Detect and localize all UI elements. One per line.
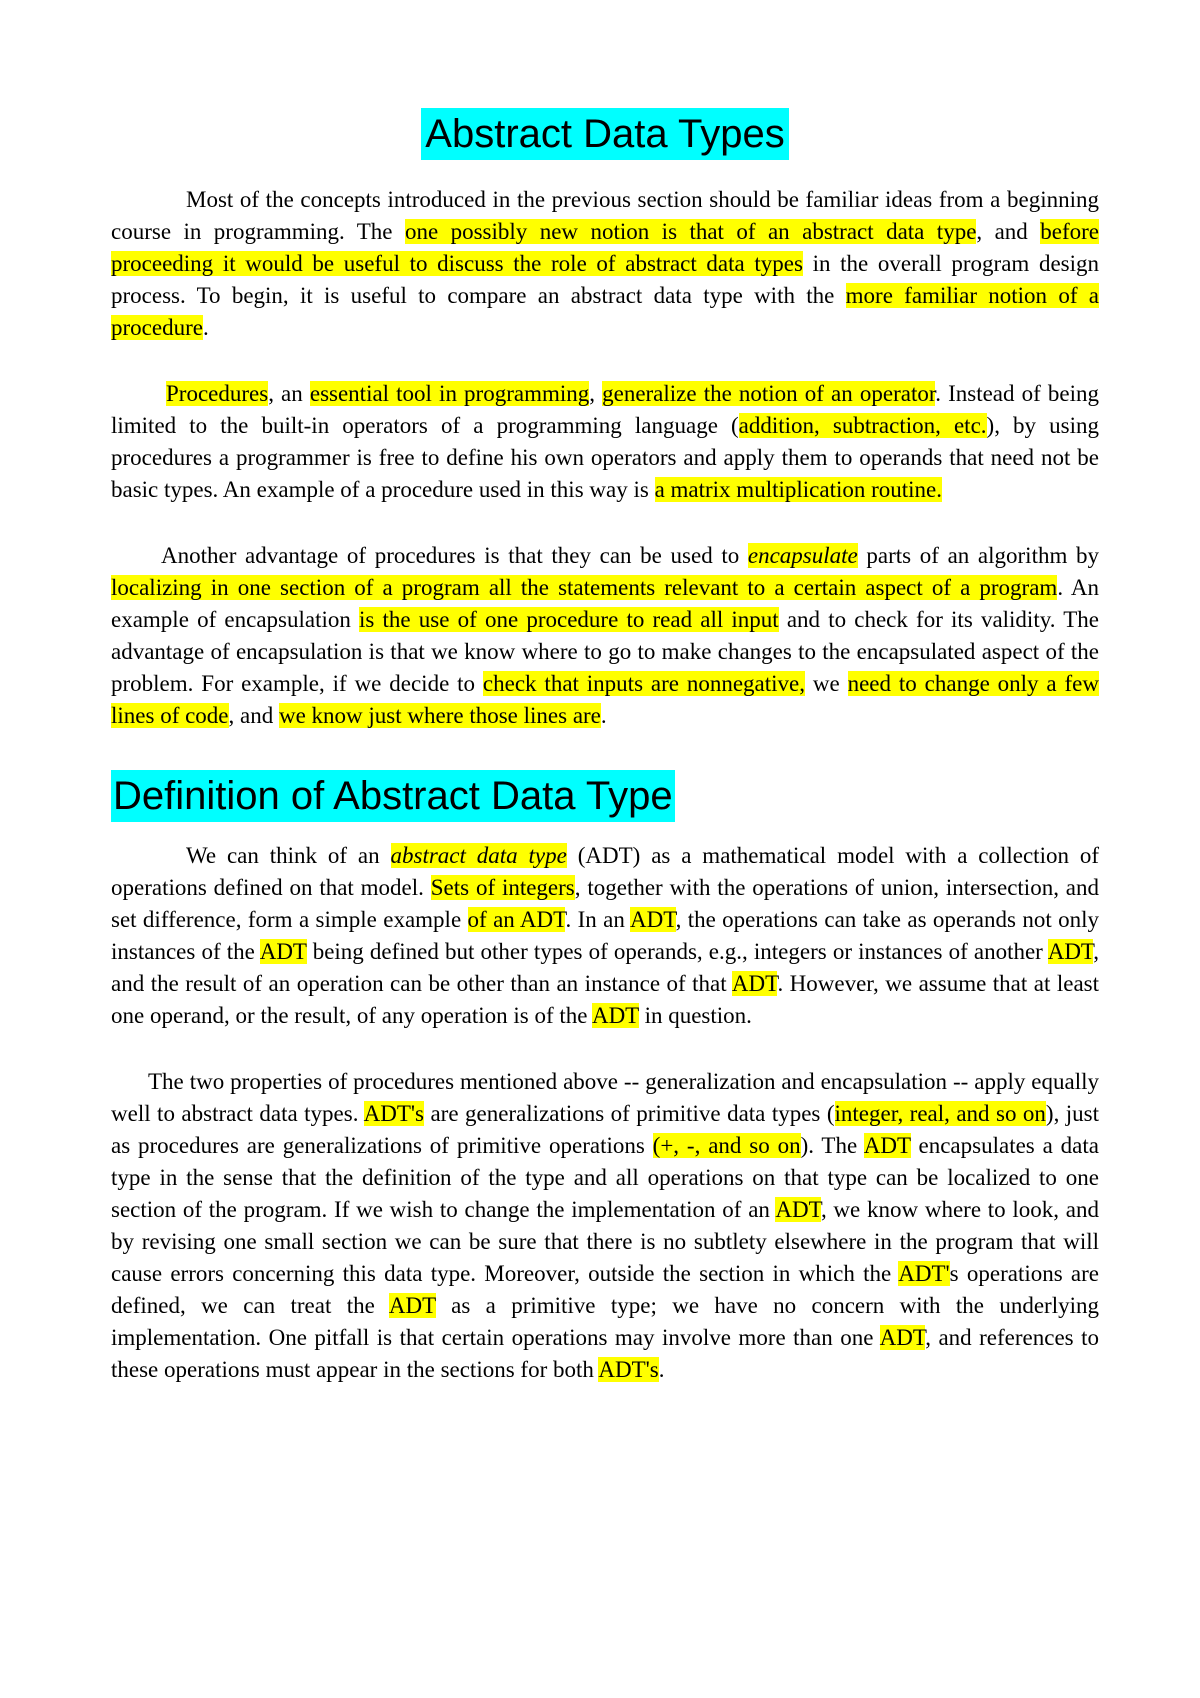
section-heading: Definition of Abstract Data Type	[111, 770, 675, 822]
highlighted-text: a matrix multiplication routine.	[654, 477, 942, 502]
text-run: . Instead of being limited to the built-in operators of a programming language (	[111, 381, 1099, 438]
text-run: in question.	[638, 1003, 752, 1028]
highlighted-text: ADT	[630, 907, 676, 932]
highlighted-text: encapsulate	[747, 543, 858, 568]
highlighted-text: more familiar notion of a procedure	[111, 283, 1099, 340]
highlighted-text: localizing in one section of a program all the statements relevant to a certain aspect of a program	[111, 575, 1058, 600]
text-run: , and the result of an operation can be other than an instance of that	[111, 939, 1100, 996]
section-heading-block	[111, 770, 1099, 822]
text-run: . In an	[565, 907, 630, 932]
text-run: in the overall program design process. To begin, it is useful to compare an abstract data type with the	[111, 251, 1099, 308]
text-run: , and	[976, 219, 1041, 244]
highlighted-text: addition, subtraction, etc.	[738, 413, 987, 438]
paragraph-encapsulation	[111, 540, 1099, 732]
paragraph-adt-properties	[111, 1066, 1099, 1386]
highlighted-text: generalize the notion of an operator	[602, 381, 936, 406]
highlighted-text: check that inputs are nonnegative,	[482, 671, 806, 696]
text-run: (ADT) as a mathematical model with a collection of operations defined on that model.	[111, 843, 1099, 900]
text-run: , the operations can take as operands not only instances of the	[111, 907, 1099, 964]
highlighted-text: need to change only a few lines of code	[111, 671, 1099, 728]
text-run: Another advantage of procedures is that they can be used to	[161, 543, 748, 568]
text-run: ), by using procedures a programmer is free to define his own operators and apply them to operands that need not be basic types. An example of a procedure used in this way is	[111, 413, 1099, 502]
highlighted-text: ADT	[879, 1325, 926, 1350]
highlighted-text: ADT	[591, 1003, 639, 1028]
highlighted-text: is the use of one procedure to read all input	[359, 607, 779, 632]
highlighted-text: essential tool in programming	[309, 381, 590, 406]
text-run: Most of the concepts introduced in the previous section should be familiar ideas from a beginning course in programming. The	[111, 187, 1099, 244]
text-run: , together with the operations of union, intersection, and set difference, form a simple example	[111, 875, 1099, 932]
text-run: ). The	[800, 1133, 864, 1158]
highlighted-text: ADT	[863, 1133, 911, 1158]
highlighted-text: one possibly new notion is that of an abstract data type	[404, 219, 977, 244]
text-run: s operations are defined, we can treat the	[111, 1261, 1100, 1318]
text-run: parts of an algorithm by	[857, 543, 1099, 568]
text-run: encapsulates a data type in the sense that the definition of the type and all operations on that type can be localized to one section of the program. If we wish to change the implementation of an	[111, 1133, 1099, 1222]
text-run: are generalizations of primitive data types (	[424, 1101, 835, 1126]
text-run: . However, we assume that at least one operand, or the result, of any operation is of the	[111, 971, 1099, 1028]
highlighted-text: abstract data type	[390, 843, 567, 868]
text-run: , we know where to look, and by revising one small section we can be sure that there is no subtlety elsewhere in the program that will cause errors concerning this data type. Moreover, outside the section in which the	[111, 1197, 1099, 1286]
highlighted-text: Sets of integers	[430, 875, 575, 900]
highlighted-text: ADT	[1047, 939, 1094, 964]
paragraph-intro	[111, 184, 1099, 344]
highlighted-text: before proceeding it would be useful to discuss the role of abstract data types	[111, 219, 1099, 276]
document-body	[111, 108, 1099, 1386]
highlighted-text: we know just where those lines are	[278, 703, 601, 728]
highlighted-text: ADT's	[363, 1101, 425, 1126]
highlighted-text: ADT's	[598, 1357, 659, 1382]
highlighted-text: ADT	[775, 1197, 821, 1222]
text-run: , and references to these operations must appear in the sections for both	[111, 1325, 1099, 1382]
text-run: The two properties of procedures mentioned above -- generalization and encapsulation -- apply equally well to abstract data types.	[111, 1069, 1099, 1126]
paragraph-procedures	[111, 378, 1099, 506]
text-run: and to check for its validity. The advantage of encapsulation is that we know where to go to make changes to the encapsulated aspect of the problem. For example, if we decide to	[111, 607, 1099, 696]
text-run: being defined but other types of operands, e.g., integers or instances of another	[306, 939, 1048, 964]
title-block	[111, 108, 1099, 160]
text-run: . An example of encapsulation	[111, 575, 1100, 632]
highlighted-text: of an ADT	[467, 907, 566, 932]
text-run: ), just as procedures are generalizations of primitive operations	[111, 1101, 1100, 1158]
highlighted-text: ADT	[259, 939, 307, 964]
text-run: We can think of an	[186, 843, 391, 868]
text-run: we	[805, 671, 848, 696]
text-run: .	[202, 315, 209, 340]
highlighted-text: (+, -, and so on	[652, 1133, 801, 1158]
text-run: .	[658, 1357, 665, 1382]
text-run: .	[600, 703, 607, 728]
text-run: , an	[268, 381, 310, 406]
page-title: Abstract Data Types	[421, 108, 788, 160]
highlighted-text: ADT	[731, 971, 778, 996]
highlighted-text: Procedures	[166, 381, 269, 406]
text-run: as a primitive type; we have no concern with the underlying implementation. One pitfall is that certain operations may involve more than one	[111, 1293, 1099, 1350]
paragraph-adt-definition	[111, 840, 1099, 1032]
highlighted-text: ADT'	[898, 1261, 950, 1286]
text-run: ,	[589, 381, 603, 406]
highlighted-text: integer, real, and so on	[834, 1101, 1046, 1126]
highlighted-text: ADT	[388, 1293, 436, 1318]
text-run: , and	[228, 703, 279, 728]
